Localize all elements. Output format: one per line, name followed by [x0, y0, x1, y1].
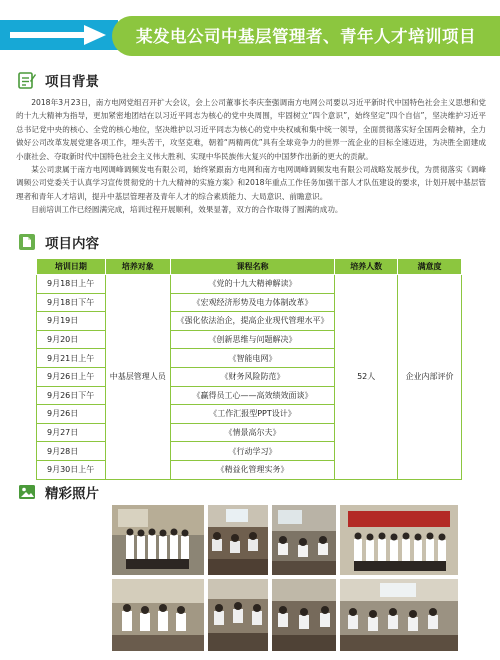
column-header: 课程名称 — [170, 259, 335, 275]
photo-collage — [112, 505, 458, 651]
date-cell: 9月21日上午 — [37, 349, 106, 368]
section-content-label: 项目内容 — [45, 236, 99, 252]
training-table — [36, 258, 462, 480]
column-header: 培养人数 — [335, 259, 398, 275]
training-photo — [272, 579, 336, 651]
course-cell: 《党的十九大精神解读》 — [170, 275, 335, 294]
date-cell: 9月18日上午 — [37, 275, 106, 294]
target-cell: 中基层管理人员 — [105, 275, 170, 480]
picture-icon — [18, 483, 36, 501]
course-cell: 《智能电网》 — [170, 349, 335, 368]
section-photos-heading — [18, 482, 99, 502]
background-paragraph: 目前培训工作已经圆满完成，培训过程开展顺利，效果显著，双方的合作取得了圆满的成功。 — [31, 205, 343, 215]
column-header: 培训日期 — [37, 259, 106, 275]
training-photo — [340, 505, 458, 575]
background-paragraph: 2018年3月23日，南方电网党组召开扩大会议，会上公司董事长李庆奎强调南方电网公司要以习近平新时代中国特色社会主义思想和党的十九大精神为指导，更加紧密地团结在以习近平同志为核心的党中央周围，牢固树立“四个意识”，始终坚定“四个自信”，坚决维护习近平总书记党中央的核心、全党的核心地位，坚决维护以习近平同志为核心的党中央权威和集中统一领导，全面贯彻落实好全国两会精神，全力做好公司改革发展党建各项工作，埋头苦干，攻坚克难，朝着“两精两优”具有全球竞争力的世界一流企业的目标全速迈进，为决胜全面建成小康社会、夺取新时代中国特色社会主义伟大胜利、实现中华民族伟大复兴的中国梦作出新的更大的贡献。 — [16, 98, 486, 161]
background-text — [16, 96, 486, 217]
column-header: 培养对象 — [105, 259, 170, 275]
date-cell: 9月18日下午 — [37, 293, 106, 312]
date-cell: 9月30日上午 — [37, 460, 106, 479]
satisfaction-cell: 企业内部评价 — [398, 275, 462, 480]
edit-note-icon — [18, 71, 36, 89]
course-cell: 《创新思维与问题解决》 — [170, 330, 335, 349]
training-photo — [112, 579, 204, 651]
page-title: 某发电公司中基层管理者、青年人才培训项目 — [136, 27, 476, 46]
course-cell: 《情景高尔夫》 — [170, 423, 335, 442]
course-cell: 《精益化管理实务》 — [170, 460, 335, 479]
page-header — [0, 10, 500, 56]
training-photo — [208, 579, 268, 651]
column-header: 满意度 — [398, 259, 462, 275]
date-cell: 9月28日 — [37, 442, 106, 461]
course-cell: 《行动学习》 — [170, 442, 335, 461]
training-photo — [208, 505, 268, 575]
section-content-heading — [18, 232, 99, 252]
course-cell: 《赢得员工心——高效绩效面谈》 — [170, 386, 335, 405]
document-icon — [18, 233, 36, 251]
date-cell: 9月20日 — [37, 330, 106, 349]
date-cell: 9月26日下午 — [37, 386, 106, 405]
section-background-label: 项目背景 — [45, 74, 99, 90]
arrow-right-icon — [6, 23, 112, 47]
training-photo — [112, 505, 204, 575]
course-cell: 《强化依法治企，提高企业现代管理水平》 — [170, 312, 335, 331]
date-cell: 9月26日 — [37, 405, 106, 424]
course-cell: 《工作汇报型PPT设计》 — [170, 405, 335, 424]
course-cell: 《财务风险防范》 — [170, 367, 335, 386]
background-paragraph: 某公司隶属于南方电网调峰调频发电有限公司，始终紧跟南方电网和南方电网调峰调频发电有限公司战略发展步伐，为贯彻落实《调峰调频公司党委关于认真学习宣传贯彻党的十九大精神的实施方案》和2018年重点工作任务加强干部人才队伍建设的要求，计划开展中基层管理者和青年人才培训，提升中基层管理者及青年人才的综合素质能力、大局意识、前瞻意识。 — [16, 165, 486, 201]
date-cell: 9月27日 — [37, 423, 106, 442]
table-row — [37, 275, 462, 294]
training-photo — [340, 579, 458, 651]
table-header-row — [37, 259, 462, 275]
date-cell: 9月19日 — [37, 312, 106, 331]
section-photos-label: 精彩照片 — [45, 486, 99, 502]
section-background-heading — [18, 70, 99, 90]
count-cell: 52人 — [335, 275, 398, 480]
training-photo — [272, 505, 336, 575]
course-cell: 《宏观经济形势及电力体制改革》 — [170, 293, 335, 312]
date-cell: 9月26日上午 — [37, 367, 106, 386]
training-table-wrap — [36, 258, 462, 480]
